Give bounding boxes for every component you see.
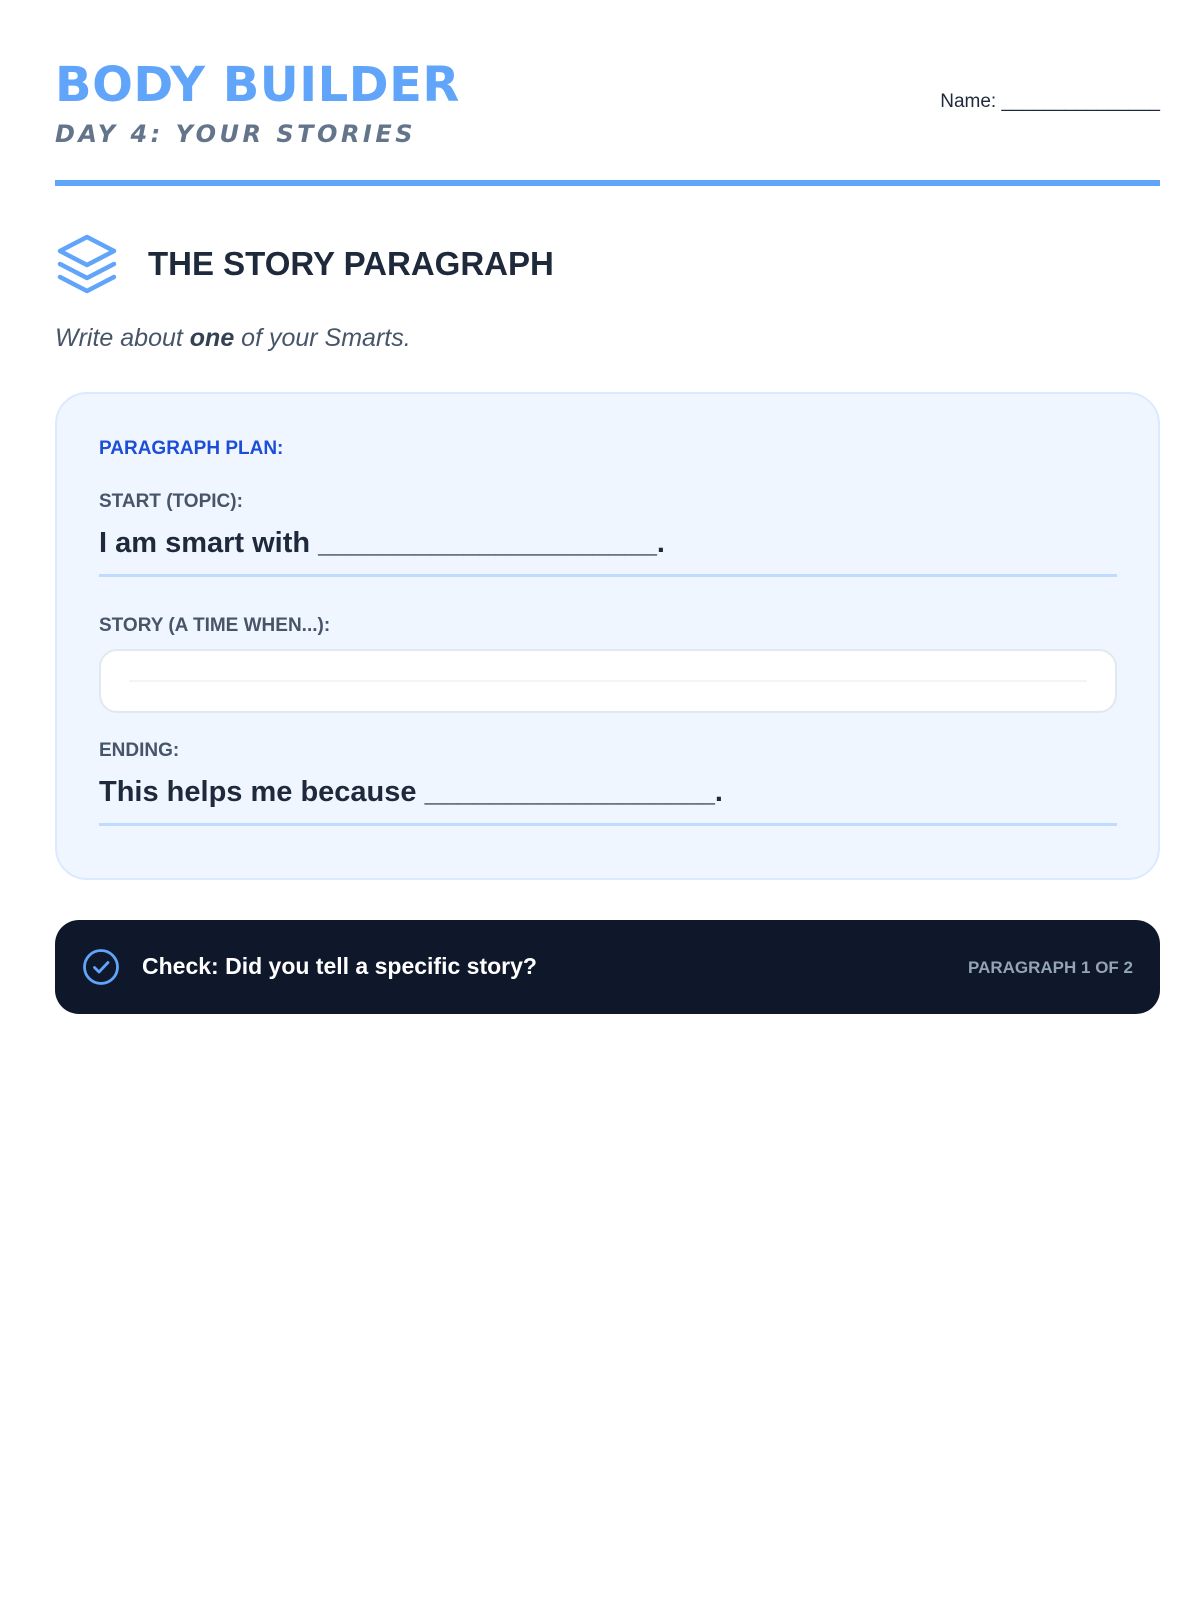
worksheet-header — [55, 55, 1160, 186]
start-label: START (TOPIC): — [99, 491, 243, 512]
paragraph-plan-card — [55, 392, 1160, 880]
ending-label: ENDING: — [99, 740, 180, 761]
check-question: Check: Did you tell a specific story? — [142, 953, 537, 979]
instruction-text: Write about — [55, 324, 190, 352]
section-title: THE STORY PARAGRAPH — [148, 245, 554, 282]
start-sentence-line[interactable]: I am smart with _____________________. — [99, 527, 1117, 577]
paragraph-plan-label: PARAGRAPH PLAN: — [99, 438, 284, 459]
story-label: STORY (A TIME WHEN...): — [99, 615, 331, 636]
instructions — [55, 324, 411, 353]
section-heading — [55, 230, 1160, 300]
name-field[interactable]: Name: _______________ — [940, 91, 1160, 112]
story-input-box[interactable] — [99, 649, 1117, 713]
ending-sentence-line[interactable]: This helps me because __________________. — [99, 776, 1117, 826]
instruction-text-end: of your Smarts. — [234, 324, 411, 352]
paragraph-counter: PARAGRAPH 1 OF 2 — [968, 958, 1133, 977]
check-bar — [55, 920, 1160, 1014]
worksheet-subtitle: DAY 4: YOUR STORIES — [55, 120, 417, 148]
story-writing-rule — [129, 680, 1087, 682]
check-circle-icon — [82, 948, 120, 986]
instruction-emphasis: one — [189, 324, 235, 352]
layers-icon — [55, 232, 119, 296]
worksheet-title: BODY BUILDER — [55, 57, 460, 113]
worksheet-page — [55, 0, 1160, 1600]
